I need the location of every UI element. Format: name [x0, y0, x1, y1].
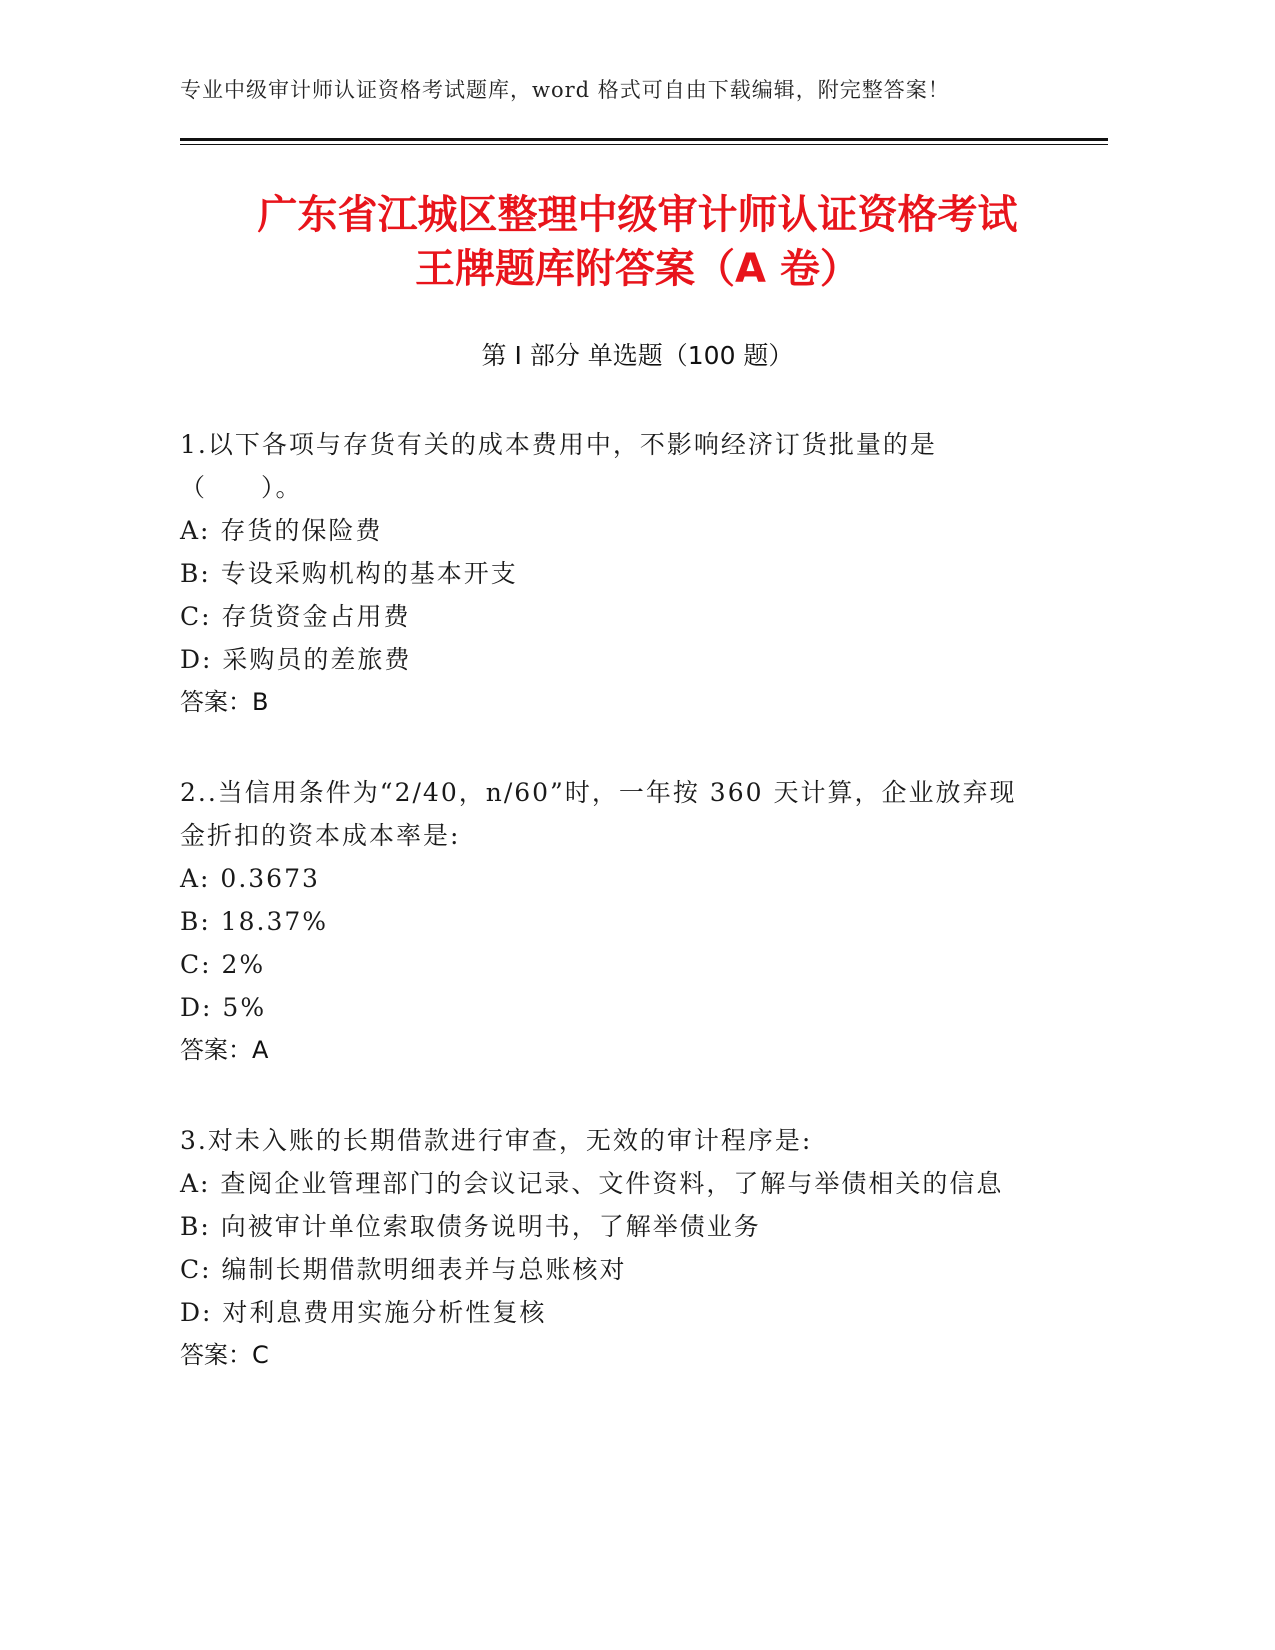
option-d: D: 对利息费用实施分析性复核	[180, 1298, 547, 1327]
answer: 答案：B	[180, 688, 269, 716]
header-rule-thin	[180, 144, 1108, 145]
option-a: A: 0.3673	[180, 864, 320, 893]
option-c: C: 存货资金占用费	[180, 602, 411, 631]
answer: 答案：C	[180, 1341, 269, 1369]
option-b: B: 18.37%	[180, 907, 329, 936]
document-title-line-1: 广东省江城区整理中级审计师认证资格考试	[257, 192, 1018, 238]
option-c: C: 编制长期借款明细表并与总账核对	[180, 1255, 627, 1284]
question-3	[180, 1119, 1040, 1377]
document-title-line-2: 王牌题库附答案（A 卷）	[415, 246, 860, 292]
option-d: D: 5%	[180, 993, 267, 1022]
section-title: 第 I 部分 单选题（100 题）	[481, 341, 794, 370]
header-rule-thick	[180, 138, 1108, 141]
question-stem: 2..当信用条件为“2/40，n/60”时，一年按 360 天计算，企业放弃现金折扣的资本成本率是:	[180, 778, 1017, 850]
option-c: C: 2%	[180, 950, 266, 979]
option-b: B: 向被审计单位索取债务说明书，了解举债业务	[180, 1212, 761, 1241]
question-2	[180, 771, 1040, 1072]
answer: 答案：A	[180, 1036, 269, 1064]
option-d: D: 采购员的差旅费	[180, 645, 412, 674]
option-a: A: 存货的保险费	[180, 516, 383, 545]
option-a: A: 查阅企业管理部门的会议记录、文件资料，了解与举债相关的信息	[180, 1169, 1004, 1198]
question-stem: 3.对未入账的长期借款进行审查，无效的审计程序是:	[180, 1126, 813, 1155]
document-title	[150, 188, 1125, 296]
option-b: B: 专设采购机构的基本开支	[180, 559, 518, 588]
question-1	[180, 423, 1040, 724]
question-stem: 1.以下各项与存货有关的成本费用中，不影响经济订货批量的是（ ）。	[180, 430, 937, 502]
header-note: 专业中级审计师认证资格考试题库，word 格式可自由下载编辑，附完整答案！	[180, 78, 950, 102]
